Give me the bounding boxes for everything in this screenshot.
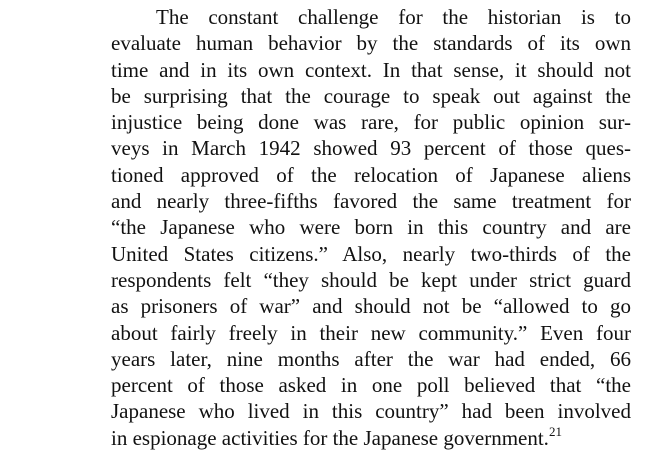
text-line: The constant challenge for the historian is to — [156, 5, 631, 29]
text-line: respondents felt “they should be kept under strict guard — [111, 267, 631, 292]
footnote-marker: 21 — [548, 423, 562, 439]
text-line: about fairly freely in their new community.” Even four — [111, 320, 631, 345]
text-line: Japanese who lived in this country” had been involved — [111, 399, 631, 424]
text-line: as prisoners of war” and should not be “allowed to go — [111, 294, 631, 319]
text-line: injustice being done was rare, for public opinion sur- — [111, 110, 631, 135]
text-line: be surprising that the courage to speak out against the — [111, 83, 631, 108]
text-line: “the Japanese who were born in this country and are — [111, 215, 631, 240]
text-line: time and in its own context. In that sense, it should not — [111, 57, 631, 82]
text-line-last — [111, 425, 631, 451]
body-paragraph — [111, 4, 631, 451]
text-line: and nearly three-fifths favored the same treatment for — [111, 189, 631, 214]
text-line-content: in espionage activities for the Japanese government. — [111, 425, 549, 450]
text-line: percent of those asked in one poll believed that “the — [111, 373, 631, 398]
text-line: veys in March 1942 showed 93 percent of those ques- — [111, 136, 631, 161]
text-line: evaluate human behavior by the standards of its own — [111, 31, 631, 56]
text-line: tioned approved of the relocation of Japanese aliens — [111, 162, 631, 187]
text-line: United States citizens.” Also, nearly two-thirds of the — [111, 241, 631, 266]
text-line: years later, nine months after the war had ended, 66 — [111, 346, 631, 371]
